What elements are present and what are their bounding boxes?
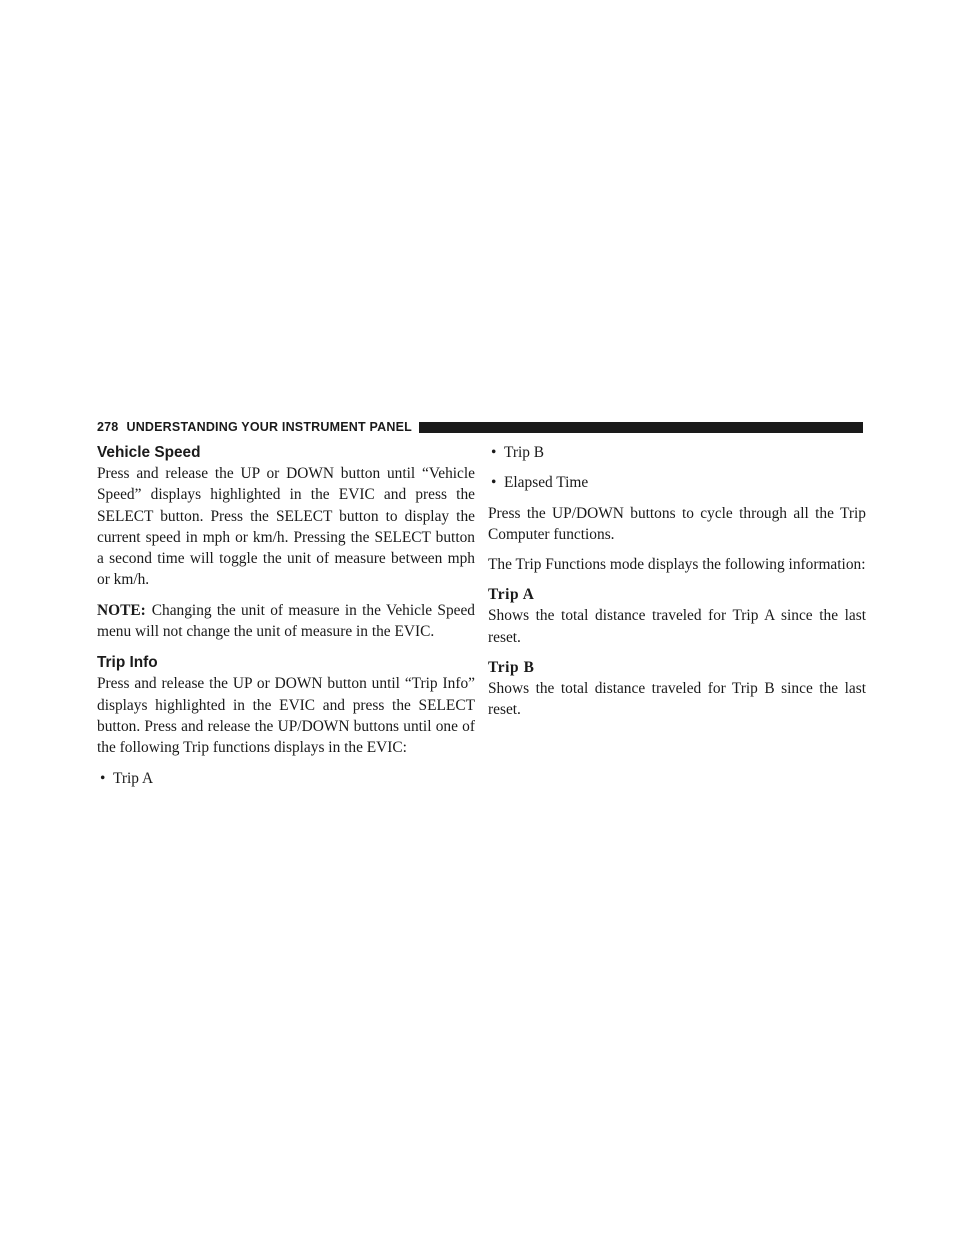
left-column — [97, 442, 475, 798]
list-item — [488, 442, 866, 463]
note-label: NOTE: — [97, 601, 146, 619]
vehicle-speed-heading: Vehicle Speed — [97, 444, 201, 461]
page-header — [97, 418, 863, 436]
bullet-icon: • — [100, 769, 106, 787]
trip-b-heading: Trip B — [488, 659, 535, 677]
trip-info-paragraph: Press and release the UP or DOWN button until “Trip Info” displays highlighted in the EVIC and press the SELECT button. Press and release the UP/DOWN buttons until one of the following Trip functions displays in the EVIC: — [97, 675, 475, 757]
list-item — [488, 472, 866, 493]
bullet-icon: • — [491, 474, 497, 492]
trip-a-heading: Trip A — [488, 586, 535, 604]
header-rule — [419, 422, 863, 433]
trip-b-text: Shows the total distance traveled for Trip B since the last reset. — [488, 680, 866, 719]
right-column — [488, 442, 866, 730]
note-text: Changing the unit of measure in the Vehicle Speed menu will not change the unit of measure in the EVIC. — [97, 601, 475, 641]
vehicle-speed-note — [97, 600, 475, 643]
trip-functions-list-continued — [488, 442, 866, 494]
list-item — [97, 768, 475, 789]
trip-info-heading: Trip Info — [97, 654, 158, 672]
section-title: UNDERSTANDING YOUR INSTRUMENT PANEL — [126, 420, 412, 434]
list-item-text: Trip B — [504, 444, 545, 461]
list-item-text: Trip A — [113, 769, 154, 787]
trip-a-text: Shows the total distance traveled for Trip A since the last reset. — [488, 607, 866, 646]
bullet-icon: • — [491, 444, 497, 461]
page-number: 278 — [97, 420, 119, 434]
list-item-text: Elapsed Time — [504, 474, 589, 492]
trip-functions-paragraph: The Trip Functions mode displays the following information: — [488, 556, 866, 574]
cycle-paragraph: Press the UP/DOWN buttons to cycle through all the Trip Computer functions. — [488, 504, 866, 543]
trip-functions-list — [97, 768, 475, 789]
vehicle-speed-paragraph: Press and release the UP or DOWN button until “Vehicle Speed” displays highlighted in the EVIC and press the SELECT button. Press the SELECT button to display the current speed in mph or km/h. Pressing the SELECT button a second time will toggle the unit of measure between mph or km/h. — [97, 465, 475, 589]
